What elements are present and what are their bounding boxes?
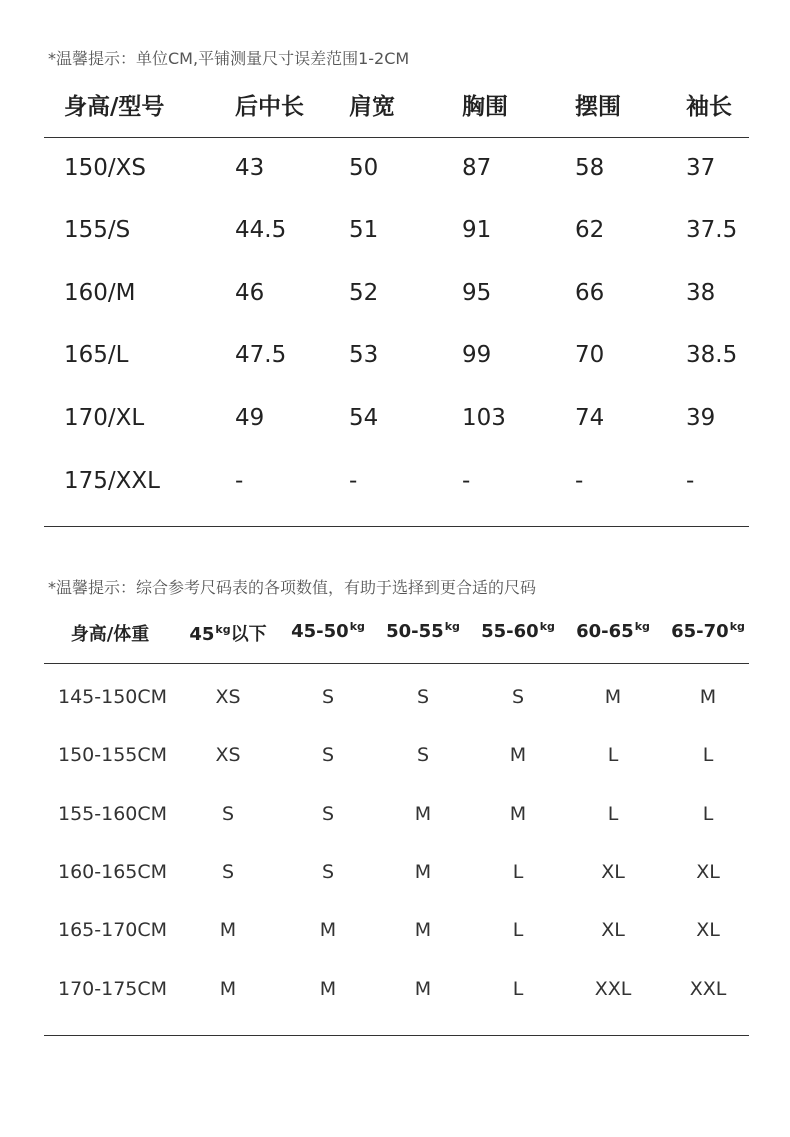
table2-header-cell — [368, 620, 478, 642]
table2-cell: 170-175CM — [58, 978, 168, 1000]
table2-cell: S — [221, 803, 235, 825]
table2-cell: M — [319, 919, 337, 941]
table2-cell: S — [416, 744, 430, 766]
table2-header-cell — [463, 620, 573, 642]
table2-cell: M — [219, 978, 237, 1000]
table1-cell: 52 — [349, 280, 379, 306]
table2-header-cell — [173, 620, 283, 646]
table1-cell: 38 — [686, 280, 716, 306]
table1-cell: 165/L — [64, 342, 129, 368]
table2-cell: M — [509, 744, 527, 766]
table2-cell: L — [512, 919, 524, 941]
table2-cell: XS — [215, 686, 241, 708]
table2-cell: XL — [696, 919, 720, 941]
weight-unit-label: kg — [729, 620, 745, 633]
size-note-1: *温馨提示：单位CM,平铺测量尺寸误差范围1-2CM — [48, 49, 410, 68]
table1-cell: 175/XXL — [64, 468, 160, 494]
weight-unit-label: kg — [215, 623, 231, 636]
table1-cell: 155/S — [64, 217, 131, 243]
table2-bottom-divider — [44, 1035, 749, 1036]
table1-cell: 47.5 — [235, 342, 287, 368]
table1-cell: 43 — [235, 155, 265, 181]
table1-cell: 54 — [349, 405, 379, 431]
table1-cell: - — [462, 468, 471, 494]
table1-cell: 160/M — [64, 280, 136, 306]
table2-cell: XXL — [594, 978, 632, 1000]
table2-cell: S — [321, 744, 335, 766]
table1-header-cell: 袖长 — [686, 94, 732, 120]
table2-header-cell — [55, 620, 165, 646]
table2-cell: 145-150CM — [58, 686, 168, 708]
table1-header-cell: 身高/型号 — [64, 94, 165, 120]
table2-header-divider — [44, 663, 749, 664]
weight-range-label: 45-50 — [291, 621, 349, 642]
table1-cell: 91 — [462, 217, 492, 243]
table2-cell: L — [512, 978, 524, 1000]
table1-cell: 53 — [349, 342, 379, 368]
table2-cell: S — [511, 686, 525, 708]
table2-cell: 155-160CM — [58, 803, 168, 825]
table2-cell: XXL — [689, 978, 727, 1000]
table2-cell: M — [414, 803, 432, 825]
table2-header-cell — [273, 620, 383, 642]
table1-cell: 44.5 — [235, 217, 287, 243]
table1-cell: 37 — [686, 155, 716, 181]
weight-unit-label: kg — [539, 620, 555, 633]
table1-header-cell: 后中长 — [235, 94, 304, 120]
weight-range-label: 50-55 — [386, 621, 444, 642]
table2-cell: 165-170CM — [58, 919, 168, 941]
table1-cell: 170/XL — [64, 405, 145, 431]
weight-suffix-label: 以下 — [230, 624, 267, 645]
weight-unit-label: kg — [349, 620, 365, 633]
table1-cell: 103 — [462, 405, 506, 431]
table2-cell: M — [414, 861, 432, 883]
weight-range-label: 45 — [189, 624, 215, 645]
table2-cell: S — [221, 861, 235, 883]
table2-header-cell — [653, 620, 763, 642]
table2-cell: M — [319, 978, 337, 1000]
weight-range-label: 65-70 — [671, 621, 729, 642]
table1-cell: 150/XS — [64, 155, 147, 181]
table2-cell: L — [512, 861, 524, 883]
table2-cell: L — [607, 803, 619, 825]
table2-cell: 150-155CM — [58, 744, 168, 766]
table1-cell: - — [235, 468, 244, 494]
weight-unit-label: kg — [634, 620, 650, 633]
table1-cell: 38.5 — [686, 342, 738, 368]
table2-cell: L — [702, 744, 714, 766]
table1-bottom-divider — [44, 526, 749, 527]
table1-header-divider — [44, 137, 749, 138]
table1-cell: 49 — [235, 405, 265, 431]
table1-cell: 95 — [462, 280, 492, 306]
table2-cell: M — [414, 919, 432, 941]
table1-cell: 87 — [462, 155, 492, 181]
table2-cell: 160-165CM — [58, 861, 168, 883]
table1-cell: - — [575, 468, 584, 494]
table1-cell: - — [686, 468, 695, 494]
table2-cell: XL — [601, 861, 625, 883]
table1-cell: 37.5 — [686, 217, 738, 243]
table1-cell: 46 — [235, 280, 265, 306]
weight-range-label: 身高/体重 — [70, 624, 150, 645]
table1-header-cell: 胸围 — [462, 94, 508, 120]
table1-cell: - — [349, 468, 358, 494]
weight-range-label: 60-65 — [576, 621, 634, 642]
table2-header-cell — [558, 620, 668, 642]
table2-cell: XL — [696, 861, 720, 883]
table2-cell: M — [509, 803, 527, 825]
table2-cell: S — [321, 686, 335, 708]
table1-cell: 74 — [575, 405, 605, 431]
table2-cell: L — [607, 744, 619, 766]
table1-header-cell: 摆围 — [575, 94, 621, 120]
table2-cell: S — [416, 686, 430, 708]
table1-cell: 51 — [349, 217, 379, 243]
table2-cell: XL — [601, 919, 625, 941]
table1-cell: 50 — [349, 155, 379, 181]
table2-cell: M — [414, 978, 432, 1000]
table1-cell: 62 — [575, 217, 605, 243]
table2-cell: XS — [215, 744, 241, 766]
table2-cell: M — [699, 686, 717, 708]
table1-cell: 66 — [575, 280, 605, 306]
table2-cell: M — [219, 919, 237, 941]
table2-cell: S — [321, 803, 335, 825]
table1-cell: 58 — [575, 155, 605, 181]
table1-cell: 70 — [575, 342, 605, 368]
table1-header-cell: 肩宽 — [349, 94, 395, 120]
size-note-2: *温馨提示：综合参考尺码表的各项数值，有助于选择到更合适的尺码 — [48, 578, 537, 597]
table1-cell: 39 — [686, 405, 716, 431]
weight-range-label: 55-60 — [481, 621, 539, 642]
table2-cell: M — [604, 686, 622, 708]
table1-cell: 99 — [462, 342, 492, 368]
table2-cell: S — [321, 861, 335, 883]
weight-unit-label: kg — [444, 620, 460, 633]
table2-cell: L — [702, 803, 714, 825]
